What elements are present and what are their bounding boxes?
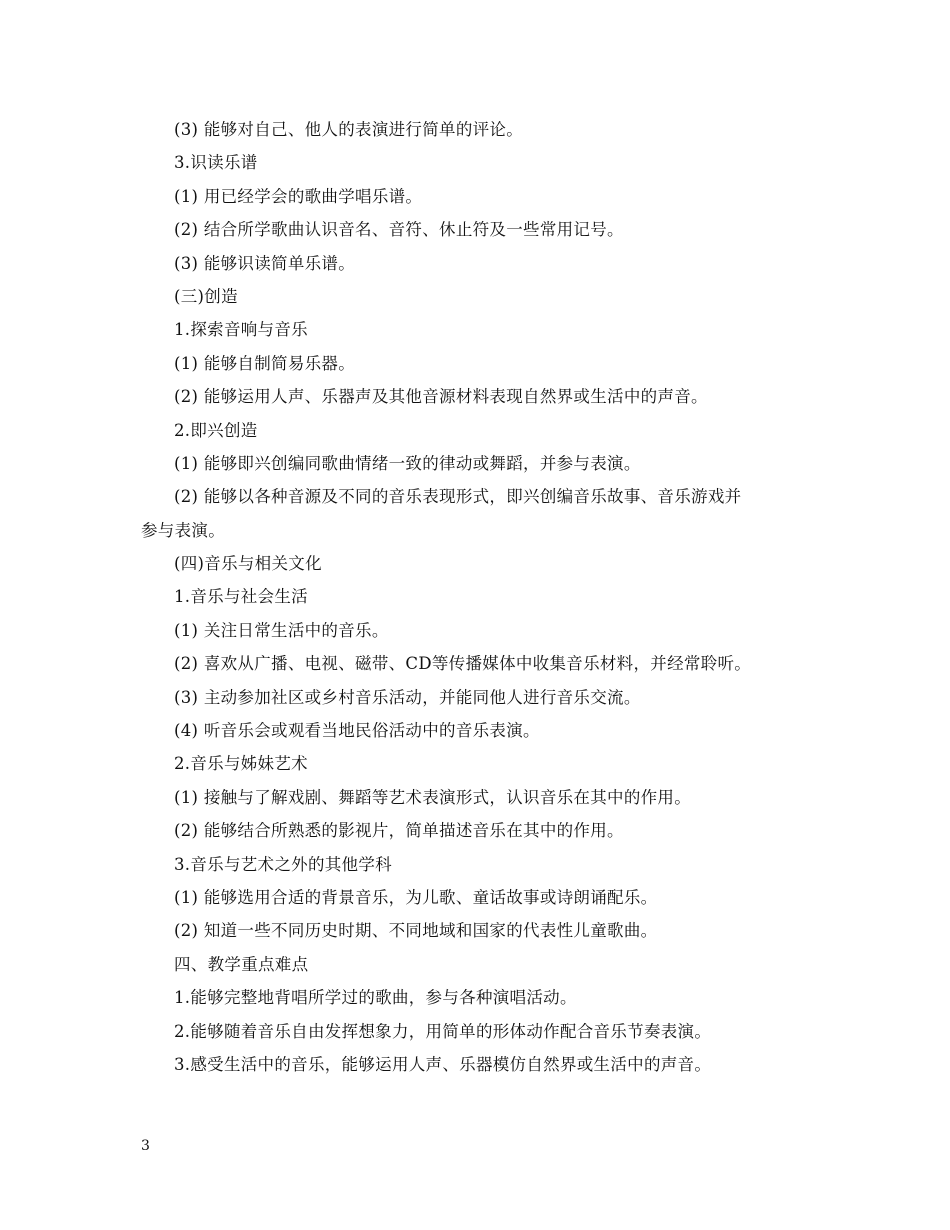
text-line: (1) 能够选用合适的背景音乐，为儿歌、童话故事或诗朗诵配乐。: [174, 887, 658, 907]
section-heading: 四、教学重点难点: [174, 954, 309, 974]
text-line: (3) 能够对自己、他人的表演进行简单的评论。: [174, 120, 524, 139]
text-line: (1) 能够自制简易乐器。: [174, 353, 356, 373]
section-heading: 1.音乐与社会生活: [174, 587, 308, 607]
text-line: (2) 喜欢从广播、电视、磁带、CD等传播媒体中收集音乐材料，并经常聆听。: [174, 654, 752, 674]
text-line: (2) 能够结合所熟悉的影视片，简单描述音乐在其中的作用。: [174, 821, 624, 841]
text-line: 2.能够随着音乐自由发挥想象力，用简单的形体动作配合音乐节奏表演。: [174, 1021, 712, 1041]
text-line: (3) 能够识读简单乐谱。: [174, 253, 356, 273]
text-line: (2) 知道一些不同历史时期、不同地域和国家的代表性儿童歌曲。: [174, 921, 658, 941]
section-heading: 3.音乐与艺术之外的其他学科: [174, 854, 392, 874]
document-body: [141, 113, 811, 1081]
section-heading: 3.识读乐谱: [174, 153, 258, 173]
text-line: (2) 能够运用人声、乐器声及其他音源材料表现自然界或生活中的声音。: [174, 387, 708, 407]
section-heading: (四)音乐与相关文化: [174, 554, 322, 574]
page-number: 3: [141, 1138, 150, 1154]
section-heading: 2.即兴创造: [174, 420, 258, 440]
text-line: (2) 结合所学歌曲认识音名、音符、休止符及一些常用记号。: [174, 220, 624, 240]
text-line-continuation: 参与表演。: [141, 520, 225, 540]
section-heading: 1.探索音响与音乐: [174, 320, 308, 340]
text-line: (2) 能够以各种音源及不同的音乐表现形式，即兴创编音乐故事、音乐游戏并: [174, 487, 742, 507]
section-heading: 2.音乐与姊妹艺术: [174, 754, 308, 774]
text-line: 1.能够完整地背唱所学过的歌曲，参与各种演唱活动。: [174, 988, 577, 1008]
text-line: (3) 主动参加社区或乡村音乐活动，并能同他人进行音乐交流。: [174, 687, 641, 707]
text-line: (1) 关注日常生活中的音乐。: [174, 620, 389, 640]
text-line: 3.感受生活中的音乐，能够运用人声、乐器模仿自然界或生活中的声音。: [174, 1054, 712, 1074]
text-line: (1) 用已经学会的歌曲学唱乐谱。: [174, 186, 423, 206]
text-line: (1) 能够即兴创编同歌曲情绪一致的律动或舞蹈，并参与表演。: [174, 453, 641, 473]
text-line: (4) 听音乐会或观看当地民俗活动中的音乐表演。: [174, 721, 540, 741]
text-line: (1) 接触与了解戏剧、舞蹈等艺术表演形式，认识音乐在其中的作用。: [174, 787, 692, 807]
section-heading: (三)创造: [174, 286, 238, 306]
